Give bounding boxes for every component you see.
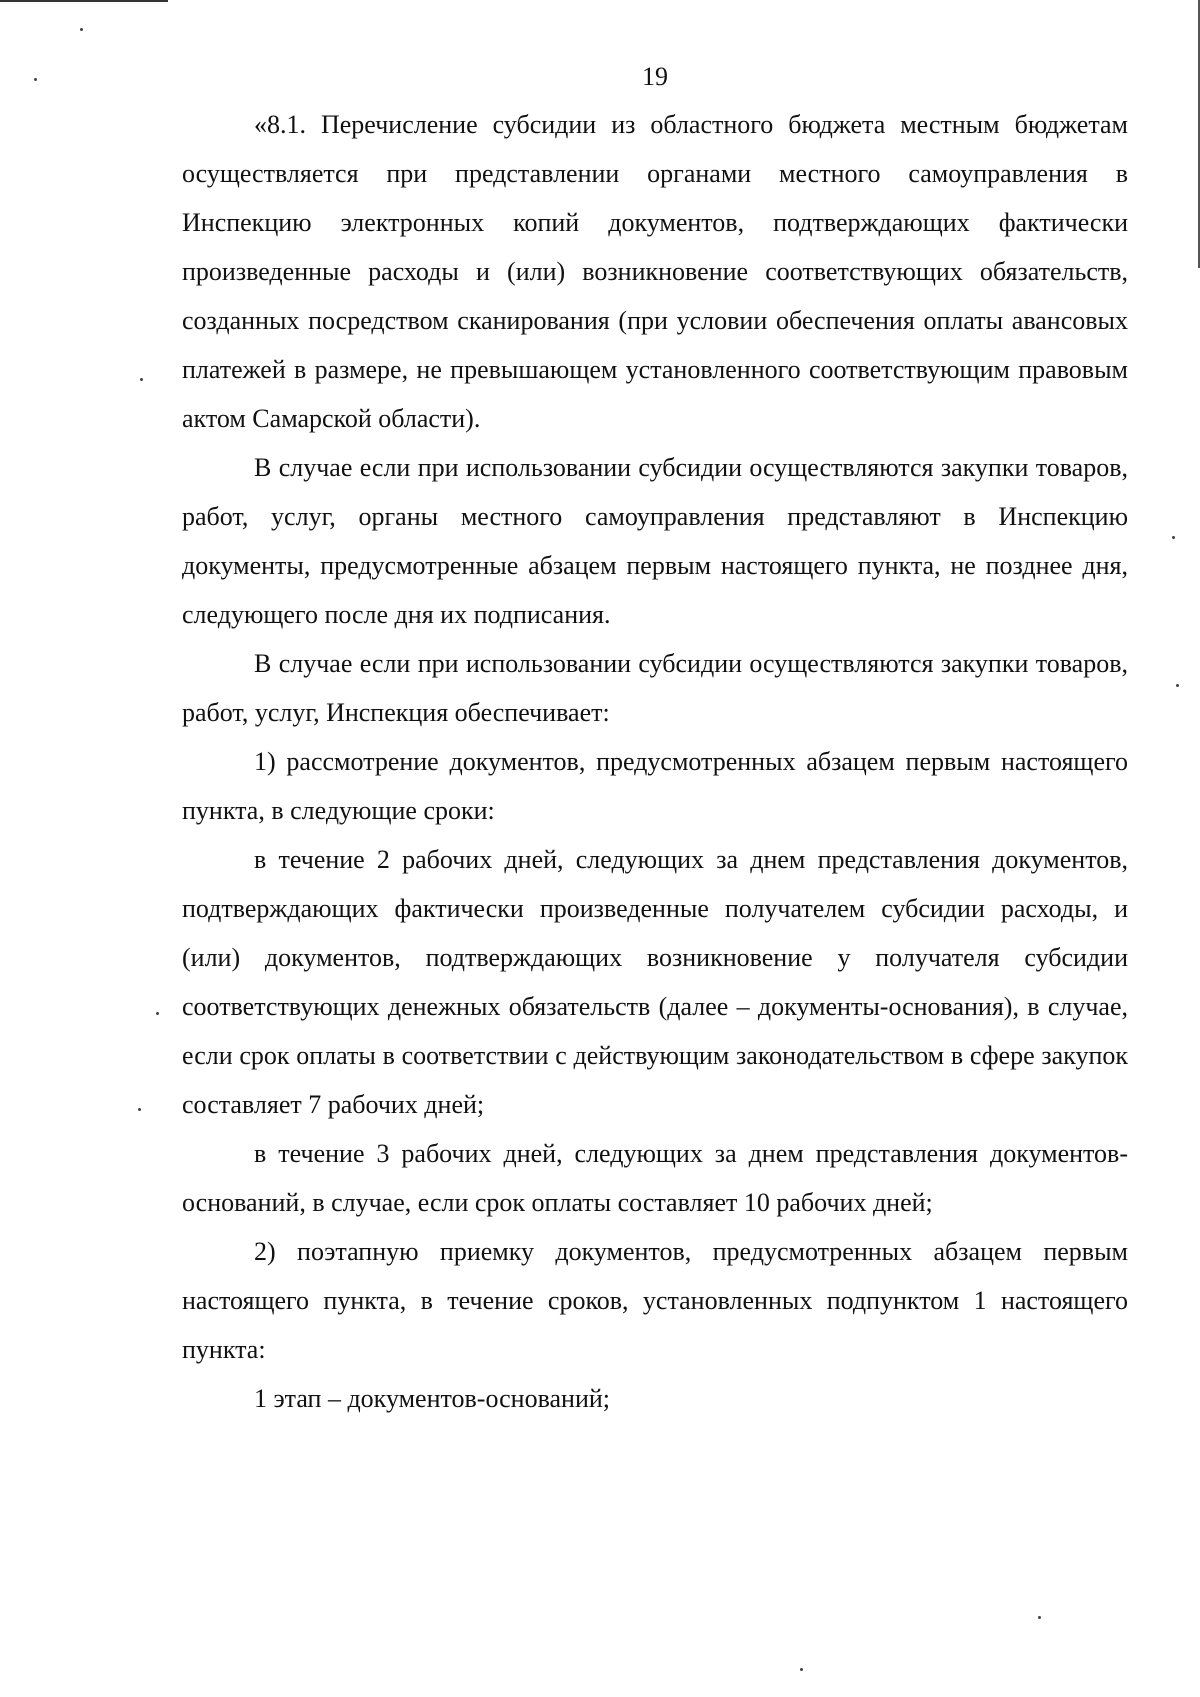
scan-top-border [0,0,168,2]
paragraph-term-3-days: в течение 3 рабочих дней, следующих за днем представления документов-оснований, в случае, если срок оплаты составляет 10 рабочих дней; [182,1139,1128,1217]
scan-speck [1176,684,1179,687]
scan-speck [140,378,143,381]
scan-speck [34,78,37,81]
paragraph-8-1: «8.1. Перечисление субсидии из областного бюджета местным бюджетам осуществляется при представлении органами местного самоуправления в Инспекцию электронных копий документов, подтверждающих фактически произведенные расходы и (или) возникновение соответствующих обязательств, созданных посредством сканирования (при условии обеспечения оплаты авансовых платежей в размере, не превышающем установленного соответствующим правовым актом Самарской области). [182,110,1128,433]
scan-speck [800,1668,803,1671]
page-number: 19 [642,62,668,91]
scan-speck [156,1012,159,1015]
scan-speck [138,1108,141,1111]
paragraph-stage-1: 1 этап – документов-оснований; [254,1384,611,1413]
paragraph-item-2: 2) поэтапную приемку документов, предусмотренных абзацем первым настоящего пункта, в течение сроков, установленных подпунктом 1 настоящего пункта: [182,1237,1128,1364]
scan-speck [1038,1616,1041,1619]
document-body [182,100,1128,1423]
scan-speck [1172,536,1175,539]
paragraph-procurement-submission: В случае если при использовании субсидии осуществляются закупки товаров, работ, услуг, органы местного самоуправления представляют в Инспекцию документы, предусмотренные абзацем первым настоящего пункта, не позднее дня, следующего после дня их подписания. [182,453,1128,629]
paragraph-inspection-provides: В случае если при использовании субсидии осуществляются закупки товаров, работ, услуг, Инспекция обеспечивает: [182,649,1128,727]
paragraph-term-2-days: в течение 2 рабочих дней, следующих за днем представления документов, подтверждающих фактически произведенные получателем субсидии расходы, и (или) документов, подтверждающих возникновение у получателя субсидии соответствующих денежных обязательств (далее – документы-основания), в случае, если срок оплаты в соответствии с действующим законодательством в сфере закупок составляет 7 рабочих дней; [182,845,1128,1119]
scan-speck [80,28,83,31]
paragraph-item-1: 1) рассмотрение документов, предусмотренных абзацем первым настоящего пункта, в следующие сроки: [182,747,1128,825]
